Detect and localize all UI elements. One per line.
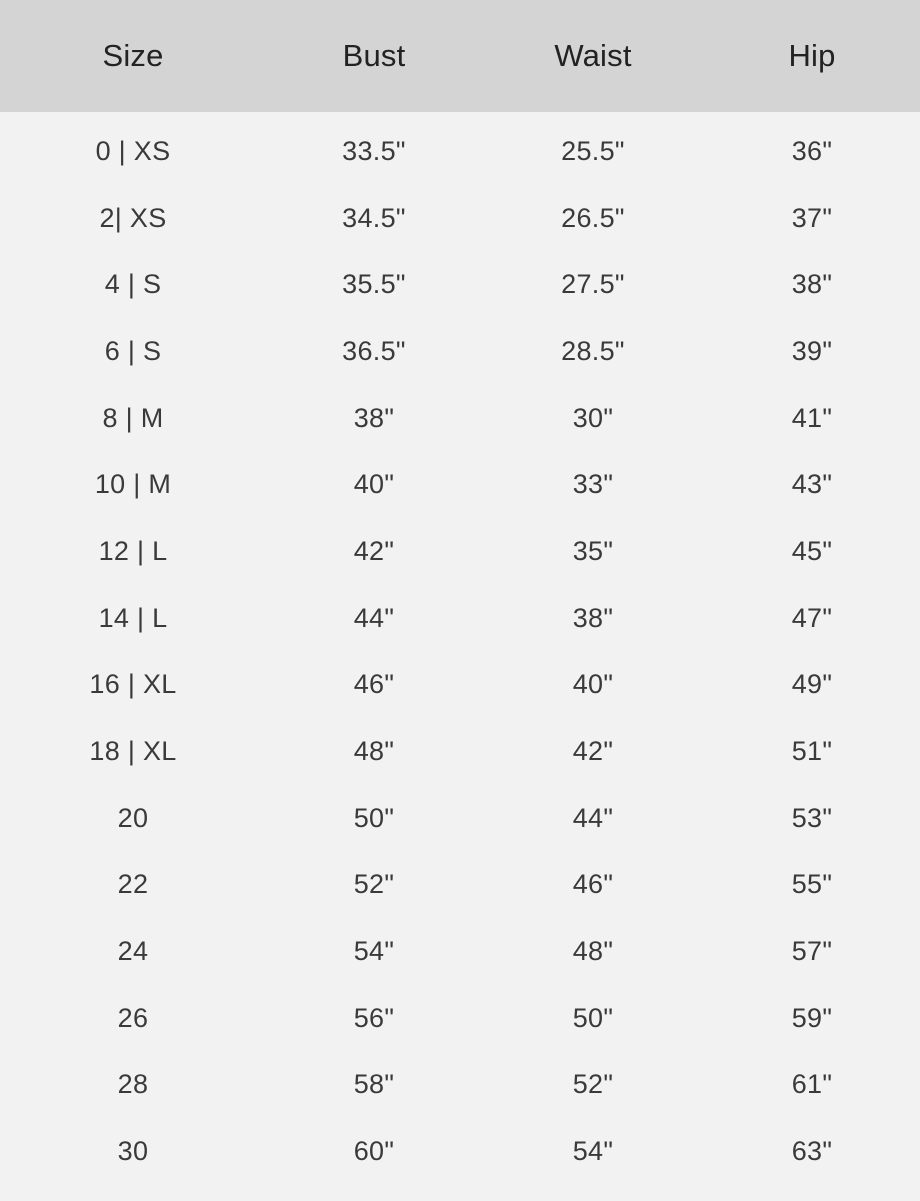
cell-bust: 50" <box>353 802 395 833</box>
cell-bust: 33.5" <box>342 135 406 166</box>
cell-bust: 58" <box>353 1069 395 1100</box>
cell-waist: 26.5" <box>561 202 625 233</box>
cell-waist: 40" <box>572 669 614 700</box>
cell-waist: 54" <box>572 1136 614 1167</box>
cell-hip: 49" <box>791 669 833 700</box>
cell-bust: 42" <box>353 535 395 566</box>
cell-bust: 44" <box>353 602 395 633</box>
cell-bust: 46" <box>353 669 395 700</box>
cell-size: 20 <box>117 802 149 833</box>
cell-bust: 52" <box>353 869 395 900</box>
table-row <box>0 852 920 919</box>
cell-size: 18 | XL <box>89 736 177 767</box>
cell-waist: 46" <box>572 869 614 900</box>
cell-waist: 50" <box>572 1002 614 1033</box>
cell-waist: 52" <box>572 1069 614 1100</box>
cell-waist: 27.5" <box>561 269 625 300</box>
cell-waist: 38" <box>572 602 614 633</box>
cell-waist: 33" <box>572 469 614 500</box>
cell-size: 6 | S <box>104 335 162 366</box>
table-row <box>0 918 920 985</box>
cell-bust: 35.5" <box>342 269 406 300</box>
table-row <box>0 385 920 452</box>
cell-size: 26 <box>117 1002 149 1033</box>
cell-hip: 47" <box>791 602 833 633</box>
table-header-row <box>0 0 920 112</box>
cell-hip: 45" <box>791 535 833 566</box>
cell-bust: 36.5" <box>342 335 406 366</box>
cell-bust: 54" <box>353 936 395 967</box>
cell-hip: 55" <box>791 869 833 900</box>
cell-bust: 34.5" <box>342 202 406 233</box>
column-header-size: Size <box>102 38 164 73</box>
cell-bust: 40" <box>353 469 395 500</box>
cell-size: 24 <box>117 936 149 967</box>
table-row <box>0 785 920 852</box>
cell-bust: 56" <box>353 1002 395 1033</box>
column-header-bust: Bust <box>342 38 406 73</box>
cell-size: 30 <box>117 1136 149 1167</box>
cell-waist: 48" <box>572 936 614 967</box>
cell-waist: 25.5" <box>561 135 625 166</box>
cell-size: 8 | M <box>102 402 164 433</box>
table-row <box>0 318 920 385</box>
cell-waist: 30" <box>572 402 614 433</box>
cell-size: 22 <box>117 869 149 900</box>
cell-size: 0 | XS <box>95 135 171 166</box>
cell-size: 28 <box>117 1069 149 1100</box>
cell-bust: 38" <box>353 402 395 433</box>
cell-size: 16 | XL <box>89 669 177 700</box>
table-row <box>0 585 920 652</box>
table-row <box>0 985 920 1052</box>
cell-bust: 48" <box>353 736 395 767</box>
cell-hip: 37" <box>791 202 833 233</box>
cell-waist: 44" <box>572 802 614 833</box>
table-row <box>0 718 920 785</box>
cell-hip: 53" <box>791 802 833 833</box>
cell-size: 10 | M <box>94 469 172 500</box>
cell-hip: 43" <box>791 469 833 500</box>
cell-size: 4 | S <box>104 269 162 300</box>
cell-hip: 36" <box>791 135 833 166</box>
table-row <box>0 451 920 518</box>
table-row <box>0 1052 920 1119</box>
table-row <box>0 652 920 719</box>
cell-hip: 59" <box>791 1002 833 1033</box>
cell-hip: 61" <box>791 1069 833 1100</box>
column-header-waist: Waist <box>554 38 632 73</box>
table-row <box>0 518 920 585</box>
table-body <box>0 112 920 1201</box>
cell-hip: 57" <box>791 936 833 967</box>
cell-hip: 39" <box>791 335 833 366</box>
cell-hip: 63" <box>791 1136 833 1167</box>
table-row <box>0 185 920 252</box>
column-header-hip: Hip <box>788 38 836 73</box>
cell-waist: 28.5" <box>561 335 625 366</box>
cell-bust: 60" <box>353 1136 395 1167</box>
table-row <box>0 1118 920 1185</box>
table-row <box>0 251 920 318</box>
cell-size: 14 | L <box>98 602 168 633</box>
cell-hip: 51" <box>791 736 833 767</box>
cell-size: 12 | L <box>98 535 168 566</box>
cell-waist: 35" <box>572 535 614 566</box>
cell-size: 2| XS <box>99 202 167 233</box>
table-row <box>0 118 920 185</box>
cell-waist: 42" <box>572 736 614 767</box>
cell-hip: 38" <box>791 269 833 300</box>
cell-hip: 41" <box>791 402 833 433</box>
